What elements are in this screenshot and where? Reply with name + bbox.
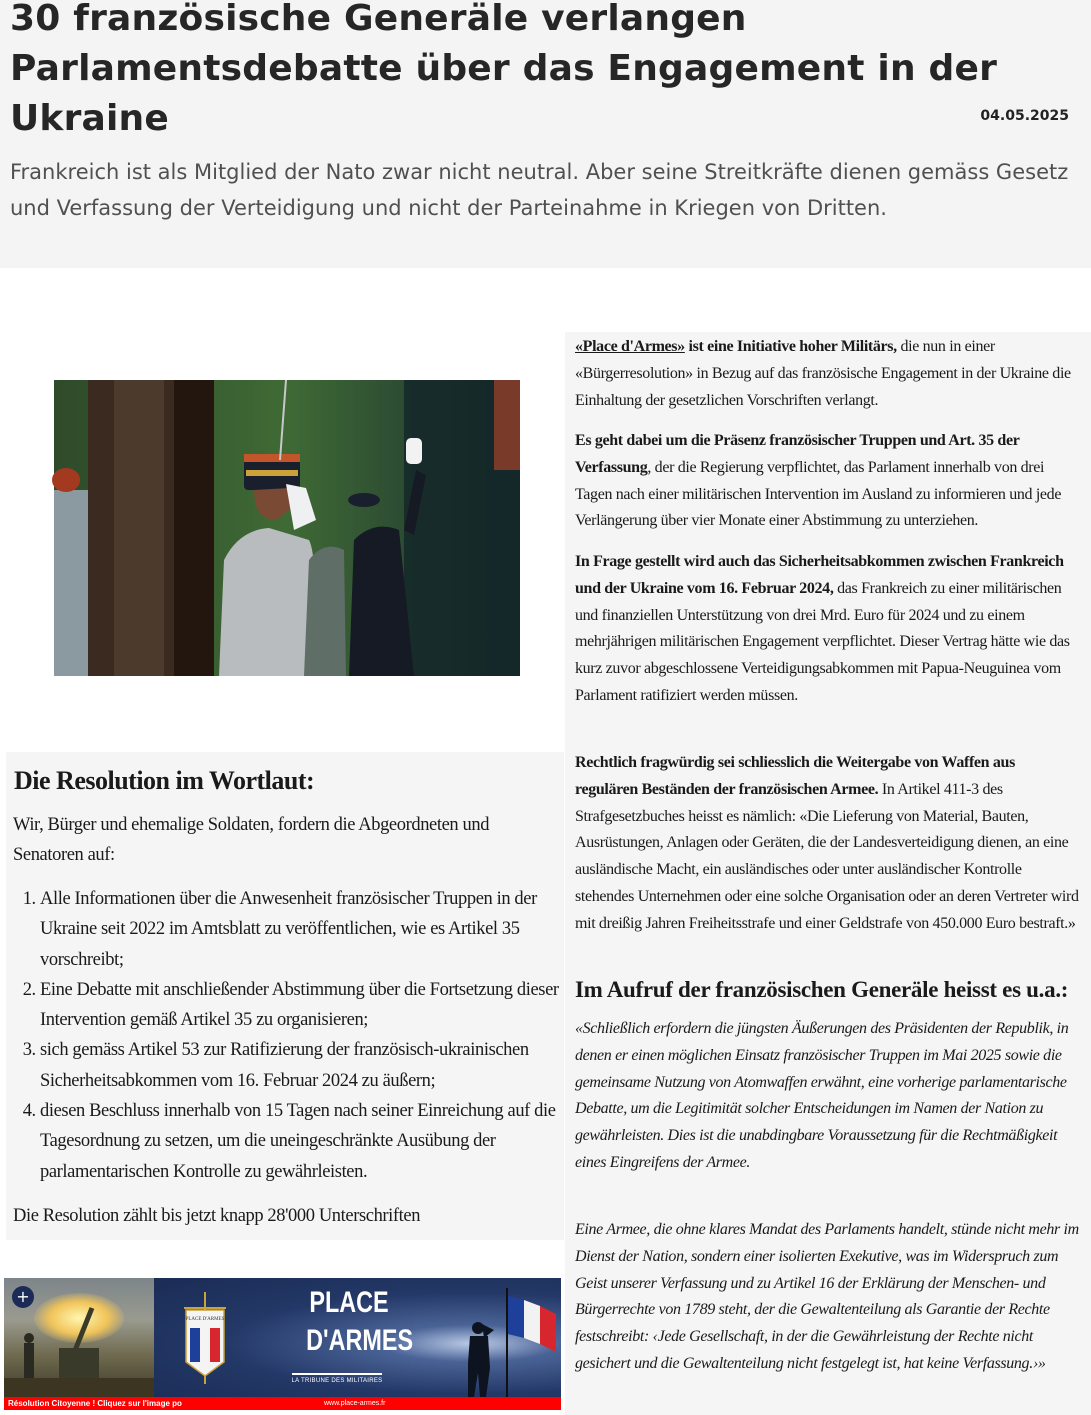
paragraph-text: In Artikel 411-3 des Strafgesetzbuches heisst es nämlich: «Die Lieferung von Material, Bauten, Ausrüstungen, Anlagen oder Geräten, die der Landesverteidigung dienen, an eine ausländische Macht, ein ausländisches oder unter ausländischer Kontrolle stehendes Unternehmen oder eine solche Organisation oder an deren Vertreter wird mit dreißig Jahren Freiheitsstrafe und einer Geldstrafe von 450.000 Euro bestraft.» [575,780,1079,932]
banner-subtitle: LA TRIBUNE DES MILITAIRES [291,1378,383,1384]
place-darmes-link[interactable]: «Place d'Armes» [575,338,685,355]
paragraph-bold-lead: Es geht dabei um die Präsenz französischer Truppen und Art. 35 der Verfassung [575,432,1020,476]
banner-url[interactable]: www.place-armes.fr [324,1400,386,1407]
resolution-demand: 1. Alle Informationen über die Anwesenheit französischer Truppen in der Ukraine seit 2022 im Amtsblatt zu veröffentlichen, wie es Artikel 35 vorschreibt; [40,884,585,975]
paragraph-security-agreement [575,549,1080,710]
generals-appeal-heading: Im Aufruf der französischen Generäle heisst es u.a.: [575,977,1069,1002]
paragraph-text: , der die Regierung verpflichtet, das Parlament innerhalb von drei Tagen nach einer militärischen Intervention im Ausland zu informieren und jede Verlängerung über vier Monate einer Abstimmung zu unterziehen. [575,458,1062,530]
appeal-quote-1: «Schließlich erfordern die jüngsten Äußerungen des Präsidenten der Republik, in denen er einen möglichen Einsatz französischer Truppen im Mai 2025 sowie die gemeinsame Nutzung von Atomwaffen erwähnt, eine vorherige parlamentarische Debatte, um die Legitimität solcher Entscheidungen im Namen der Nation zu gewährleisten. Dies ist die unabdingbare Voraussetzung für die Rechtmäßigkeit eines Eingreifens der Armee. [575,1020,1069,1171]
signature-count: Die Resolution zählt bis jetzt knapp 28'000 Unterschriften [13,1206,421,1226]
paragraph-bold-lead: In Frage gestellt wird auch das Sicherheitsabkommen zwischen Frankreich und der Ukraine vom 16. Februar 2024, [575,553,1064,597]
expand-plus-button[interactable]: + [12,1286,34,1308]
banner-main-panel [154,1278,561,1397]
paragraph-bold-lead: ist eine Initiative hoher Militärs, [684,338,897,355]
article-body-column [565,332,1091,1415]
article-photo [54,380,520,676]
article-title: 30 französische Generäle verlangen Parlamentsdebatte über das Engagement in der Ukraine [10,0,998,139]
paragraph-text: die nun in einer «Bürgerresolution» in Bezug auf das französische Engagement in der Ukraine die Einhaltung der gesetzlichen Vorschriften verlangt. [575,338,1071,409]
resolution-box [6,752,564,1240]
pennant-text: PLACE D'ARMES [185,1317,225,1322]
resolution-demand: 4. diesen Beschluss innerhalb von 15 Tagen nach seiner Einreichung auf die Tagesordnung zu setzen, um die uneingeschränkte Ausübung der parlamentarischen Kontrolle zu gewährleisten. [40,1096,585,1187]
paragraph-initiative [575,334,1080,414]
appeal-quote-2: Eine Armee, die ohne klares Mandat des Parlaments handelt, stünde nicht mehr im Dienst der Nation, sondern einer isolierten Exekutive, was im Widerspruch zum Geist unserer Verfassung und zu Artikel 16 der Erklärung der Menschen- und Bürgerrechte von 1789 steht, der die Gewaltenteilung als Garantie der Rechte festschreibt: ‹Jede Gesellschaft, in der die Gewährleistung der Rechte nicht gesichert und die Gewaltenteilung nicht festgelegt ist, hat keine Verfassung.›» [575,1221,1079,1372]
pennant-flag-icon [182,1292,228,1384]
artillery-image [4,1278,154,1397]
paragraph-bold-lead: Rechtlich fragwürdig sei schliesslich die Weitergabe von Waffen aus regulären Beständen der französischen Armee. [575,754,1015,798]
article-date: 04.05.2025 [980,108,1069,124]
general-saluting-image [54,380,520,676]
banner-red-bar[interactable] [4,1397,561,1410]
article-header [0,0,1091,268]
resolution-heading: Die Resolution im Wortlaut: [14,766,315,795]
banner-title-line2: D'ARMES [306,1324,414,1357]
banner-cta-text[interactable]: Résolution Citoyenne ! Cliquez sur l'image po [8,1399,182,1408]
paragraph-text: das Frankreich zu einer militärischen und finanziellen Unterstützung von drei Mrd. Euro für 2024 und zu einem mehrjährigen militärischen Engagement verpflichtet. Dieser Vertrag hätte wie das kurz zuvor abgeschlossene Verteidigungsabkommen mit Papua-Neuguinea vom Parlament ratifiziert werden müssen. [575,579,1070,704]
banner-divider [292,1373,382,1375]
resolution-intro: Wir, Bürger und ehemalige Soldaten, fordern die Abgeordneten und Senatoren auf: [13,815,490,865]
paragraph-art35 [575,428,1080,535]
article-lead: Frankreich ist als Mitglied der Nato zwar nicht neutral. Aber seine Streitkräfte dienen gemäss Gesetz und Verfassung der Verteidigung und nicht der Parteinahme in Kriegen von Dritten. [10,160,1069,220]
resolution-demand: 3. sich gemäss Artikel 53 zur Ratifizierung der französisch-ukrainischen Sicherheitsabkommen vom 16. Februar 2024 zu äußern; [40,1035,585,1096]
resolution-demand: 2. Eine Debatte mit anschließender Abstimmung über die Fortsetzung dieser Intervention gemäß Artikel 35 zu organisieren; [40,975,585,1036]
paragraph-weapons [575,750,1080,938]
resolution-demands-list [12,884,585,1187]
saluting-soldier-icon [464,1318,504,1397]
banner-title [306,1284,414,1360]
french-flag-icon [504,1288,559,1397]
place-darmes-banner[interactable] [4,1278,561,1410]
banner-title-line1: PLACE [309,1286,389,1319]
